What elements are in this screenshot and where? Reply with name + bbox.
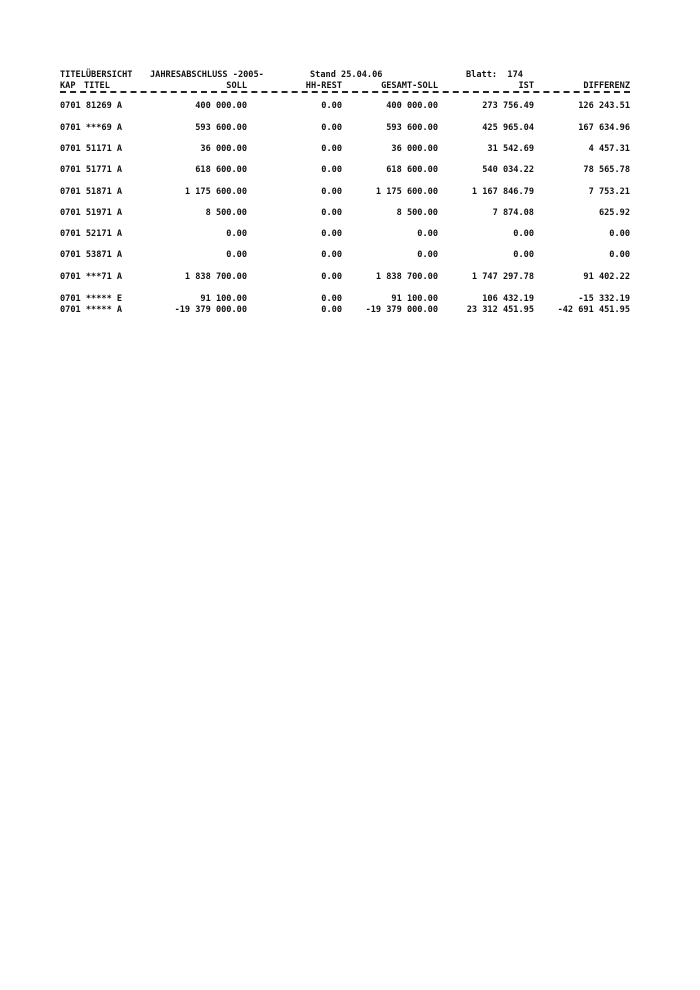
ist-cell: 425 965.04 <box>482 123 534 133</box>
kap-titel-cell: 0701 51171 A <box>60 144 123 154</box>
kap-titel-cell: 0701 51771 A <box>60 165 123 175</box>
hh-rest-cell: 0.00 <box>321 123 342 133</box>
differenz-cell: 0.00 <box>609 229 630 239</box>
gesamt-soll-cell: 593 600.00 <box>386 123 438 133</box>
table-row <box>0 294 700 305</box>
ist-cell: 1 167 846.79 <box>471 187 534 197</box>
kap-titel-cell: 0701 53871 A <box>60 250 123 260</box>
ist-cell: 0.00 <box>513 250 534 260</box>
differenz-cell: 0.00 <box>609 250 630 260</box>
differenz-cell: -15 332.19 <box>578 294 630 304</box>
kap-titel-cell: 0701 81269 A <box>60 101 123 111</box>
table-row <box>0 123 700 134</box>
gesamt-soll-cell: 0.00 <box>417 250 438 260</box>
gesamt-soll-cell: 8 500.00 <box>396 208 438 218</box>
table-row <box>0 272 700 283</box>
table-row <box>0 187 700 198</box>
hh-rest-cell: 0.00 <box>321 208 342 218</box>
column-header-hh-rest: HH-REST <box>305 81 342 91</box>
column-header-titel: TITEL <box>84 81 110 91</box>
hh-rest-cell: 0.00 <box>321 294 342 304</box>
column-header-ist: IST <box>518 81 534 91</box>
hh-rest-cell: 0.00 <box>321 144 342 154</box>
kap-titel-cell: 0701 51971 A <box>60 208 123 218</box>
hh-rest-cell: 0.00 <box>321 229 342 239</box>
table-row <box>0 305 700 316</box>
soll-cell: 618 600.00 <box>195 165 247 175</box>
soll-cell: 1 175 600.00 <box>184 187 247 197</box>
hh-rest-cell: 0.00 <box>321 250 342 260</box>
soll-cell: 400 000.00 <box>195 101 247 111</box>
gesamt-soll-cell: 618 600.00 <box>386 165 438 175</box>
report-subtitle: JAHRESABSCHLUSS -2005- <box>150 70 264 80</box>
report-date: Stand 25.04.06 <box>310 70 383 80</box>
header-divider <box>60 91 630 93</box>
column-header-kap: KAP <box>60 81 76 91</box>
table-row <box>0 165 700 176</box>
kap-titel-cell: 0701 ***69 A <box>60 123 123 133</box>
ist-cell: 31 542.69 <box>487 144 534 154</box>
differenz-cell: 78 565.78 <box>583 165 630 175</box>
soll-cell: 1 838 700.00 <box>184 272 247 282</box>
ist-cell: 1 747 297.78 <box>471 272 534 282</box>
gesamt-soll-cell: 91 100.00 <box>391 294 438 304</box>
column-header-gesamt-soll: GESAMT-SOLL <box>381 81 438 91</box>
soll-cell: 91 100.00 <box>200 294 247 304</box>
gesamt-soll-cell: 1 838 700.00 <box>375 272 438 282</box>
differenz-cell: 91 402.22 <box>583 272 630 282</box>
soll-cell: 8 500.00 <box>205 208 247 218</box>
hh-rest-cell: 0.00 <box>321 187 342 197</box>
ist-cell: 7 874.08 <box>492 208 534 218</box>
gesamt-soll-cell: 36 000.00 <box>391 144 438 154</box>
hh-rest-cell: 0.00 <box>321 272 342 282</box>
kap-titel-cell: 0701 ***71 A <box>60 272 123 282</box>
kap-titel-cell: 0701 51871 A <box>60 187 123 197</box>
hh-rest-cell: 0.00 <box>321 305 342 315</box>
table-row <box>0 101 700 112</box>
soll-cell: 0.00 <box>226 229 247 239</box>
soll-cell: 593 600.00 <box>195 123 247 133</box>
hh-rest-cell: 0.00 <box>321 101 342 111</box>
ist-cell: 273 756.49 <box>482 101 534 111</box>
differenz-cell: 126 243.51 <box>578 101 630 111</box>
column-header-differenz: DIFFERENZ <box>583 81 630 91</box>
ist-cell: 106 432.19 <box>482 294 534 304</box>
ist-cell: 540 034.22 <box>482 165 534 175</box>
soll-cell: -19 379 000.00 <box>174 305 247 315</box>
table-row <box>0 250 700 261</box>
soll-cell: 0.00 <box>226 250 247 260</box>
table-row <box>0 229 700 240</box>
differenz-cell: 4 457.31 <box>588 144 630 154</box>
gesamt-soll-cell: 1 175 600.00 <box>375 187 438 197</box>
differenz-cell: -42 691 451.95 <box>557 305 630 315</box>
differenz-cell: 625.92 <box>598 208 630 218</box>
kap-titel-cell: 0701 ***** A <box>60 305 123 315</box>
kap-titel-cell: 0701 52171 A <box>60 229 123 239</box>
kap-titel-cell: 0701 ***** E <box>60 294 123 304</box>
gesamt-soll-cell: 400 000.00 <box>386 101 438 111</box>
hh-rest-cell: 0.00 <box>321 165 342 175</box>
differenz-cell: 7 753.21 <box>588 187 630 197</box>
gesamt-soll-cell: -19 379 000.00 <box>365 305 438 315</box>
table-row <box>0 208 700 219</box>
differenz-cell: 167 634.96 <box>578 123 630 133</box>
ist-cell: 0.00 <box>513 229 534 239</box>
gesamt-soll-cell: 0.00 <box>417 229 438 239</box>
soll-cell: 36 000.00 <box>200 144 247 154</box>
ist-cell: 23 312 451.95 <box>466 305 534 315</box>
report-title: TITELÜBERSICHT <box>60 70 133 80</box>
table-row <box>0 144 700 155</box>
page-number: Blatt: 174 <box>466 70 523 80</box>
column-header-soll: SOLL <box>226 81 247 91</box>
